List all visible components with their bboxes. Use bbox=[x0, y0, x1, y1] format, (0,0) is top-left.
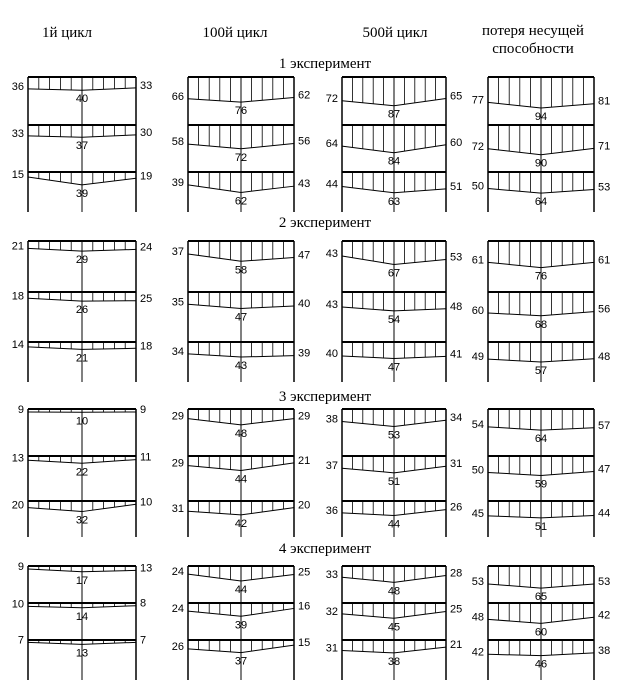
value-right-e3-c4-l3: 44 bbox=[598, 507, 611, 520]
value-left-e1-c1-l1: 36 bbox=[11, 80, 24, 93]
value-right-e2-c1-l3: 18 bbox=[140, 340, 153, 353]
value-left-e2-c3-l1: 43 bbox=[325, 248, 338, 261]
value-right-e1-c2-l3: 43 bbox=[298, 178, 311, 191]
value-left-e1-c3-l2: 64 bbox=[325, 138, 338, 151]
value-right-e4-c1-l3: 7 bbox=[140, 634, 147, 647]
value-right-e3-c3-l2: 31 bbox=[450, 458, 463, 471]
value-mid-e4-c1-l3: 13 bbox=[75, 647, 89, 660]
value-mid-e3-c4-l3: 51 bbox=[534, 520, 548, 533]
value-right-e2-c2-l2: 40 bbox=[298, 298, 311, 310]
value-mid-e3-c2-l1: 48 bbox=[234, 427, 248, 440]
value-right-e3-c4-l2: 47 bbox=[598, 463, 611, 476]
value-mid-e2-c2-l1: 58 bbox=[234, 264, 248, 277]
value-mid-e4-c2-l3: 37 bbox=[234, 655, 248, 668]
value-right-e4-c4-l1: 53 bbox=[598, 576, 611, 589]
value-right-e4-c3-l3: 21 bbox=[450, 639, 463, 652]
value-right-e2-c3-l3: 41 bbox=[450, 348, 463, 361]
value-right-e2-c1-l1: 24 bbox=[140, 241, 153, 254]
value-mid-e2-c1-l1: 29 bbox=[75, 254, 89, 267]
value-mid-e1-c2-l1: 76 bbox=[234, 105, 248, 118]
experiment-3-title: 3 эксперимент bbox=[278, 389, 372, 405]
value-right-e2-c4-l2: 56 bbox=[598, 303, 611, 316]
value-right-e2-c2-l3: 39 bbox=[298, 347, 311, 360]
value-right-e3-c2-l1: 29 bbox=[298, 410, 311, 423]
value-right-e1-c3-l1: 65 bbox=[450, 90, 463, 103]
value-right-e3-c3-l1: 34 bbox=[450, 412, 463, 425]
value-right-e3-c2-l3: 20 bbox=[298, 499, 311, 512]
value-right-e4-c1-l1: 13 bbox=[140, 562, 153, 575]
value-mid-e3-c1-l2: 22 bbox=[75, 466, 89, 479]
value-mid-e1-c3-l1: 87 bbox=[387, 108, 401, 121]
value-mid-e4-c1-l1: 17 bbox=[75, 574, 89, 587]
value-mid-e1-c4-l3: 64 bbox=[534, 196, 548, 209]
value-mid-e1-c1-l1: 40 bbox=[75, 93, 89, 106]
value-right-e2-c3-l2: 48 bbox=[450, 300, 463, 313]
value-mid-e4-c3-l2: 45 bbox=[387, 621, 401, 634]
value-left-e2-c2-l1: 37 bbox=[171, 245, 184, 258]
value-mid-e2-c1-l2: 26 bbox=[75, 304, 89, 317]
value-left-e3-c4-l1: 54 bbox=[471, 418, 484, 431]
value-right-e4-c2-l1: 25 bbox=[298, 566, 311, 579]
value-mid-e3-c1-l1: 10 bbox=[75, 415, 89, 428]
value-right-e3-c4-l1: 57 bbox=[598, 419, 611, 432]
value-right-e1-c1-l1: 33 bbox=[140, 79, 153, 92]
value-left-e1-c1-l3: 15 bbox=[11, 168, 24, 181]
value-right-e2-c4-l1: 61 bbox=[598, 254, 611, 267]
value-left-e3-c2-l3: 31 bbox=[171, 503, 184, 516]
header-failure: потеря несущей способности bbox=[482, 23, 584, 57]
value-right-e1-c2-l1: 62 bbox=[298, 89, 311, 102]
value-left-e1-c2-l1: 66 bbox=[171, 90, 184, 103]
value-right-e4-c1-l2: 8 bbox=[140, 597, 147, 610]
header-cycle-100: 100й цикл bbox=[202, 25, 268, 41]
value-right-e2-c2-l1: 47 bbox=[298, 249, 311, 262]
value-right-e1-c1-l2: 30 bbox=[140, 126, 153, 139]
value-mid-e2-c3-l1: 67 bbox=[387, 267, 401, 280]
value-mid-e1-c1-l2: 37 bbox=[75, 140, 89, 153]
value-right-e1-c3-l3: 51 bbox=[450, 180, 463, 193]
value-right-e2-c1-l2: 25 bbox=[140, 292, 153, 305]
value-right-e1-c4-l1: 81 bbox=[598, 95, 611, 108]
value-left-e4-c1-l3: 7 bbox=[17, 634, 24, 647]
value-right-e2-c4-l3: 48 bbox=[598, 350, 611, 363]
value-left-e3-c3-l3: 36 bbox=[325, 504, 338, 517]
value-right-e3-c1-l3: 10 bbox=[140, 496, 153, 509]
value-right-e3-c3-l3: 26 bbox=[450, 501, 463, 514]
value-right-e1-c1-l3: 19 bbox=[140, 170, 153, 183]
value-left-e4-c2-l1: 24 bbox=[171, 566, 184, 579]
value-mid-e1-c2-l2: 72 bbox=[234, 151, 248, 164]
value-mid-e2-c4-l3: 57 bbox=[534, 364, 548, 377]
value-mid-e2-c4-l2: 68 bbox=[534, 318, 548, 331]
value-left-e3-c3-l1: 38 bbox=[325, 413, 338, 426]
value-left-e4-c1-l2: 10 bbox=[11, 598, 24, 611]
value-right-e4-c2-l3: 15 bbox=[298, 637, 311, 650]
experiment-4-title: 4 эксперимент bbox=[278, 541, 372, 557]
value-left-e1-c4-l2: 72 bbox=[471, 140, 484, 153]
value-left-e3-c2-l1: 29 bbox=[171, 410, 184, 423]
value-left-e3-c1-l2: 13 bbox=[11, 452, 24, 465]
value-mid-e2-c3-l3: 47 bbox=[387, 361, 401, 374]
value-right-e4-c4-l3: 38 bbox=[598, 644, 611, 657]
value-right-e4-c2-l2: 16 bbox=[298, 600, 311, 613]
value-left-e2-c4-l2: 60 bbox=[471, 305, 484, 317]
value-mid-e4-c4-l2: 60 bbox=[534, 626, 548, 639]
value-right-e1-c2-l2: 56 bbox=[298, 135, 311, 148]
value-left-e2-c1-l1: 21 bbox=[11, 240, 24, 253]
value-mid-e3-c4-l2: 59 bbox=[534, 478, 548, 491]
value-right-e2-c3-l1: 53 bbox=[450, 251, 463, 264]
value-left-e4-c3-l2: 32 bbox=[325, 605, 338, 618]
value-mid-e3-c3-l2: 51 bbox=[387, 475, 401, 488]
value-right-e4-c3-l2: 25 bbox=[450, 603, 463, 616]
value-right-e3-c1-l1: 9 bbox=[140, 403, 147, 416]
value-right-e3-c2-l2: 21 bbox=[298, 454, 311, 467]
value-left-e4-c4-l2: 48 bbox=[471, 611, 484, 624]
value-left-e1-c4-l1: 77 bbox=[471, 94, 484, 107]
experiment-1-title: 1 эксперимент bbox=[278, 56, 372, 72]
value-mid-e3-c3-l1: 53 bbox=[387, 429, 401, 442]
header-cycle-500: 500й цикл bbox=[362, 25, 428, 41]
value-mid-e4-c2-l2: 39 bbox=[234, 619, 248, 632]
value-right-e4-c3-l1: 28 bbox=[450, 567, 463, 580]
value-left-e4-c4-l3: 42 bbox=[471, 646, 484, 659]
header-cycle-1: 1й цикл bbox=[41, 25, 93, 41]
value-left-e1-c4-l3: 50 bbox=[471, 180, 484, 193]
value-right-e1-c4-l3: 53 bbox=[598, 181, 611, 194]
value-mid-e4-c3-l1: 48 bbox=[387, 585, 401, 598]
value-left-e3-c4-l2: 50 bbox=[471, 464, 484, 477]
value-mid-e4-c2-l1: 44 bbox=[234, 583, 248, 596]
value-left-e2-c1-l3: 14 bbox=[11, 338, 24, 351]
value-right-e1-c3-l2: 60 bbox=[450, 136, 463, 149]
value-left-e2-c2-l2: 35 bbox=[171, 296, 184, 309]
value-mid-e1-c3-l2: 84 bbox=[387, 155, 401, 168]
value-mid-e1-c1-l3: 39 bbox=[75, 187, 89, 200]
value-left-e2-c1-l2: 18 bbox=[11, 290, 24, 303]
value-mid-e1-c4-l2: 90 bbox=[534, 157, 548, 170]
value-left-e2-c4-l3: 49 bbox=[471, 351, 484, 364]
value-mid-e1-c3-l3: 63 bbox=[387, 195, 401, 208]
value-left-e4-c2-l3: 26 bbox=[171, 640, 184, 653]
experiment-2-title: 2 эксперимент bbox=[278, 215, 372, 231]
value-left-e1-c1-l2: 33 bbox=[11, 127, 24, 140]
value-left-e3-c4-l3: 45 bbox=[471, 507, 484, 520]
value-left-e4-c2-l2: 24 bbox=[171, 603, 184, 616]
value-mid-e1-c4-l1: 94 bbox=[534, 111, 548, 124]
value-mid-e4-c4-l1: 65 bbox=[534, 591, 548, 604]
value-left-e2-c3-l3: 40 bbox=[325, 348, 338, 360]
value-mid-e1-c2-l3: 62 bbox=[234, 195, 248, 208]
value-mid-e3-c1-l3: 32 bbox=[75, 514, 89, 527]
value-left-e4-c1-l1: 9 bbox=[17, 561, 24, 574]
value-mid-e4-c4-l3: 46 bbox=[534, 658, 548, 671]
value-mid-e3-c4-l1: 64 bbox=[534, 433, 548, 446]
value-mid-e2-c3-l2: 54 bbox=[387, 313, 401, 326]
value-right-e3-c1-l2: 11 bbox=[140, 451, 152, 464]
value-mid-e4-c1-l2: 14 bbox=[75, 610, 89, 623]
value-mid-e3-c2-l2: 44 bbox=[234, 473, 248, 486]
value-left-e1-c3-l3: 44 bbox=[325, 178, 338, 191]
value-right-e1-c4-l2: 71 bbox=[598, 140, 611, 153]
value-left-e3-c1-l3: 20 bbox=[11, 499, 24, 512]
value-right-e4-c4-l2: 42 bbox=[598, 609, 611, 622]
value-left-e1-c2-l2: 58 bbox=[171, 136, 184, 149]
value-left-e2-c2-l3: 34 bbox=[171, 345, 184, 358]
value-left-e3-c1-l1: 9 bbox=[17, 403, 24, 416]
value-left-e2-c4-l1: 61 bbox=[471, 254, 484, 267]
value-mid-e2-c2-l3: 43 bbox=[234, 360, 248, 373]
value-mid-e3-c3-l3: 44 bbox=[387, 518, 401, 531]
value-mid-e2-c2-l2: 47 bbox=[234, 311, 248, 324]
value-left-e4-c4-l1: 53 bbox=[471, 576, 484, 589]
value-left-e4-c3-l3: 31 bbox=[325, 642, 338, 655]
value-left-e4-c3-l1: 33 bbox=[325, 569, 338, 582]
value-mid-e3-c2-l3: 42 bbox=[234, 517, 248, 530]
value-mid-e2-c4-l1: 76 bbox=[534, 270, 548, 283]
value-left-e3-c2-l2: 29 bbox=[171, 457, 184, 470]
value-left-e3-c3-l2: 37 bbox=[325, 460, 338, 473]
value-mid-e2-c1-l3: 21 bbox=[75, 352, 89, 365]
value-left-e1-c3-l1: 72 bbox=[325, 92, 338, 105]
value-left-e1-c2-l3: 39 bbox=[171, 176, 184, 189]
value-left-e2-c3-l2: 43 bbox=[325, 299, 338, 312]
value-mid-e4-c3-l3: 38 bbox=[387, 655, 401, 668]
